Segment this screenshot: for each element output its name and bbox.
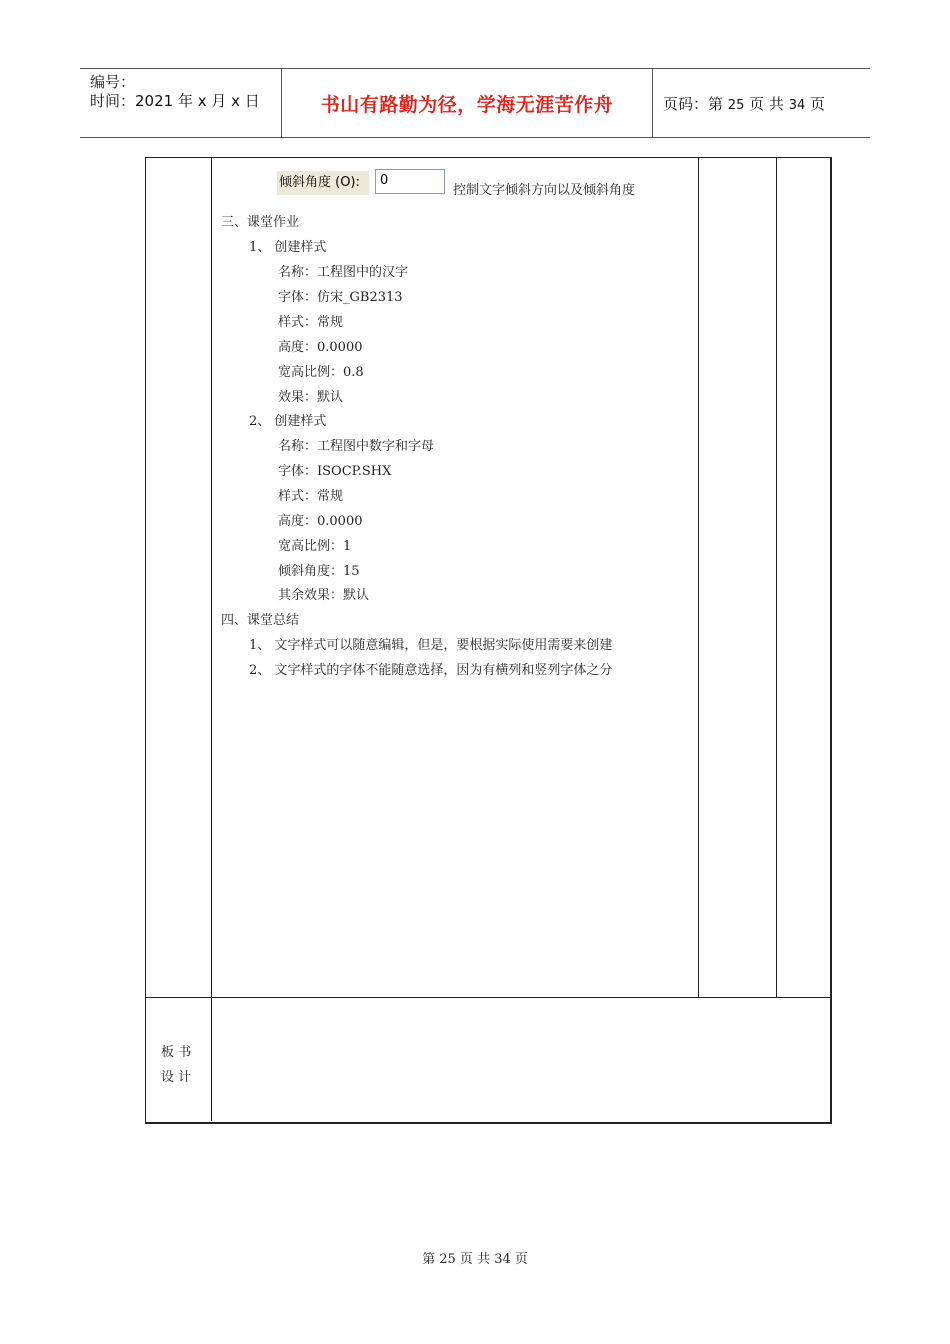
style2-height: 高度：0.0000 [278, 514, 363, 529]
page-footer: 第 25 页 共 34 页 [422, 1252, 528, 1267]
style1-effects: 效果：默认 [278, 390, 344, 405]
date-label: 时间：2021 年 x 月 x 日 [90, 92, 260, 110]
style2-title: 2、 创建样式 [249, 414, 327, 429]
page-current: 25 [727, 98, 745, 113]
table-row-divider [145, 997, 831, 998]
summary-item: 1、 文字样式可以随意编辑，但是，要根据实际使用需要来创建 [249, 638, 613, 653]
slant-angle-input[interactable]: 0 [375, 169, 445, 194]
table-divider-right [776, 157, 777, 997]
style2-name: 名称：工程图中数字和字母 [278, 439, 435, 454]
style1-title: 1、 创建样式 [249, 240, 327, 255]
page-mid: 页 共 [749, 95, 784, 113]
style1-height: 高度：0.0000 [278, 340, 363, 355]
page-prefix: 页码：第 [663, 95, 724, 113]
style1-font: 字体：仿宋_GB2313 [278, 290, 403, 305]
slant-angle-caption: 控制文字倾斜方向以及倾斜角度 [453, 183, 636, 198]
page-indicator [663, 93, 825, 114]
style2-font: 字体：ISOCP.SHX [278, 464, 392, 479]
page-total: 34 [788, 98, 806, 113]
slant-angle-label: 倾斜角度 (O): [277, 171, 369, 195]
board-design-label-line1: 板 书 [161, 1045, 192, 1060]
header-info-cell [80, 69, 282, 137]
style2-oblique-angle: 倾斜角度：15 [278, 564, 360, 579]
board-design-label-line2: 设 计 [161, 1070, 192, 1085]
table-divider-left [211, 157, 212, 1121]
motto-text: 书山有路勤为径，学海无涯苦作舟 [320, 93, 614, 116]
section-heading-homework: 三、课堂作业 [221, 215, 300, 230]
style1-style: 样式：常规 [278, 315, 344, 330]
style2-style: 样式：常规 [278, 489, 344, 504]
summary-item: 2、 文字样式的字体不能随意选择，因为有横列和竖列字体之分 [249, 663, 613, 678]
table-divider-mid [698, 157, 699, 997]
section-heading-summary: 四、课堂总结 [221, 613, 300, 628]
page-suffix: 页 [810, 95, 826, 113]
style2-effects: 其余效果：默认 [278, 588, 370, 603]
page-header [80, 68, 870, 138]
style1-name: 名称：工程图中的汉字 [278, 265, 409, 280]
style2-width-factor: 宽高比例：1 [278, 539, 352, 554]
motto-cell [282, 69, 653, 137]
code-label: 编号： [90, 73, 136, 91]
style1-width-factor: 宽高比例：0.8 [278, 365, 364, 380]
